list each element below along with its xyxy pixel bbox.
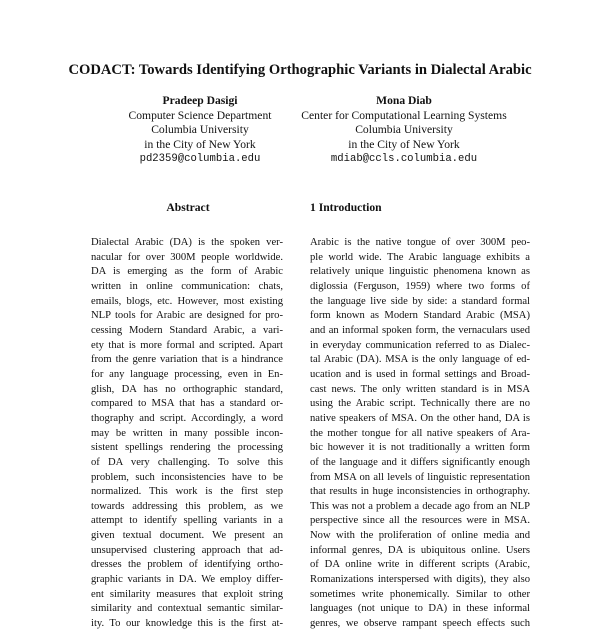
abstract-line: dresses the problem of identifying ortho-: [91, 559, 283, 571]
introduction-line: of DA online write in different scripts (Arabic,: [310, 559, 530, 571]
author-affiliation-line: Center for Computational Learning Systems: [301, 108, 507, 122]
abstract-line: ity. To our knowledge this is the first at-: [91, 618, 283, 630]
author-email: pd2359@columbia.edu: [139, 153, 261, 165]
introduction-line: diglossia (Ferguson, 1959) where two forms of: [310, 280, 530, 292]
abstract-heading: Abstract: [166, 201, 210, 214]
introduction-line: of the language and it differs significantly enough: [310, 456, 530, 468]
author-block-1: [120, 94, 280, 167]
author-affiliation-line: Columbia University: [151, 123, 249, 136]
abstract-line: may be written in many possible incon-: [91, 427, 283, 439]
abstract-line: problem, such inconsistencies have to be: [91, 471, 283, 483]
abstract-line: of DA very challenging. To solve this: [91, 456, 283, 468]
introduction-line: that results in huge inconsistencies in orthography.: [310, 486, 530, 498]
introduction-line: genres, we observe rampant speech effects such: [310, 618, 530, 630]
introduction-line: in everyday communication referred to as Dialec-: [310, 339, 530, 351]
abstract-line: written in online communication: chats,: [91, 280, 283, 292]
abstract-text: [91, 236, 283, 632]
introduction-line: ucation and is used in formal settings and Broad-: [310, 368, 530, 380]
abstract-line: attempt to identify spelling variants in a: [91, 515, 283, 527]
author-name: Pradeep Dasigi: [162, 94, 238, 107]
introduction-line: native speakers of MSA. On the other hand, DA is: [310, 412, 530, 424]
abstract-line: NLP tools for Arabic are designed for pro-: [91, 310, 283, 322]
author-email: mdiab@ccls.columbia.edu: [330, 153, 478, 165]
abstract-line: DA is emerging as the form of Arabic: [91, 266, 283, 278]
abstract-line: for any language processing, even in En-: [91, 368, 283, 380]
introduction-line: languages (not unique to DA) in these informal: [310, 603, 530, 615]
abstract-line: Dialectal Arabic (DA) is the spoken ver-: [91, 237, 283, 248]
author-name: Mona Diab: [376, 94, 432, 107]
abstract-line: graphic variants in DA. We employ differ-: [91, 574, 283, 586]
introduction-line: sometimes write phonemically. Similar to other: [310, 588, 530, 600]
abstract-line: emails, blogs, etc. However, most existing: [91, 295, 283, 307]
introduction-line: the language live side by side: a standard formal: [310, 295, 530, 307]
introduction-line: Arabic is the native tongue of over 300M peo-: [310, 237, 530, 248]
introduction-heading: 1 Introduction: [310, 201, 382, 214]
abstract-line: normalized. This work is the first step: [91, 486, 283, 498]
introduction-line: Now with the proliferation of online media and: [310, 530, 530, 542]
introduction-line: relatively unique linguistic phenomena known as: [310, 266, 530, 278]
paper-title: CODACT: Towards Identifying Orthographic Variants in Dialectal Arabic: [68, 62, 532, 78]
abstract-line: ent similarity measures that exploit string: [91, 588, 283, 600]
author-affiliation-line: Computer Science Department: [128, 108, 272, 122]
introduction-line: ple world wide. The Arabic language exhibits a: [310, 251, 530, 263]
abstract-line: unsupervised clustering approach that ad-: [91, 544, 283, 556]
introduction-text: [310, 236, 530, 632]
author-block-2: [288, 94, 520, 167]
abstract-line: thography and script. Accordingly, a word: [91, 412, 283, 424]
introduction-line: form known as Modern Standard Arabic (MSA): [310, 310, 530, 322]
introduction-line: perspective since all the resources were in MSA.: [310, 515, 530, 527]
abstract-line: glish, DA has no orthographic standard,: [91, 383, 283, 395]
author-affiliation-line: in the City of New York: [348, 137, 460, 151]
introduction-line: and an informal spoken form, the vernaculars used: [310, 324, 530, 336]
introduction-line: using the Arabic script. Technically there are no: [310, 398, 530, 410]
abstract-line: from the genre variation that is a hindrance: [91, 354, 283, 366]
abstract-line: compared to MSA that has a standard or-: [91, 398, 283, 410]
introduction-line: This was not a problem a decade ago from an NLP: [310, 500, 530, 512]
author-affiliation-line: Columbia University: [355, 123, 453, 136]
abstract-line: sistent spellings rendering the processing: [91, 442, 283, 454]
abstract-line: ety that is more formal and scripted. Apart: [91, 339, 283, 351]
author-affiliation-line: in the City of New York: [144, 137, 256, 151]
abstract-line: cessing Modern Standard Arabic, a vari-: [91, 324, 283, 336]
introduction-line: from MSA on all levels of linguistic representation: [310, 471, 530, 483]
introduction-line: tal Arabic (DA). MSA is the only language of ed-: [310, 354, 530, 366]
introduction-line: the mother tongue for all native speakers of Ara-: [310, 427, 530, 439]
abstract-line: nacular for over 300M people worldwide.: [91, 251, 283, 263]
abstract-line: similarity and contextual semantic similar-: [91, 603, 283, 615]
introduction-line: Romanizations interspersed with digits), they also: [310, 574, 530, 586]
introduction-line: bic however it is not traditionally a written form: [310, 442, 530, 454]
abstract-line: towards addressing this problem, as we: [91, 500, 283, 512]
introduction-line: informal genres, DA is ubiquitous online. Users: [310, 544, 530, 556]
introduction-line: cast news. The only written standard is in MSA: [310, 383, 530, 395]
abstract-line: given textual document. We present an: [91, 530, 283, 542]
